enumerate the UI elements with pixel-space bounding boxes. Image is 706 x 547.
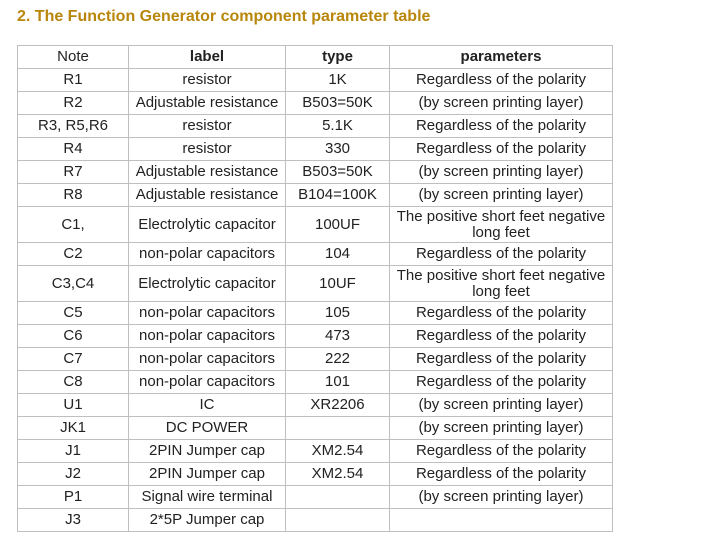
label-cell: resistor (129, 138, 286, 161)
note-cell: J3 (18, 509, 129, 532)
note-cell: R4 (18, 138, 129, 161)
note-cell: P1 (18, 486, 129, 509)
note-cell: R3, R5,R6 (18, 115, 129, 138)
parameters-cell (390, 509, 613, 532)
note-cell: C3,C4 (18, 266, 129, 302)
table-row (18, 417, 613, 440)
type-cell (286, 417, 390, 440)
table-row (18, 69, 613, 92)
parameters-cell: (by screen printing layer) (390, 161, 613, 184)
label-cell: non-polar capacitors (129, 348, 286, 371)
table-row (18, 463, 613, 486)
table-row (18, 266, 613, 302)
type-cell: 101 (286, 371, 390, 394)
parameters-cell: Regardless of the polarity (390, 243, 613, 266)
parameters-cell: Regardless of the polarity (390, 138, 613, 161)
table-row (18, 302, 613, 325)
note-cell: R2 (18, 92, 129, 115)
type-cell: B104=100K (286, 184, 390, 207)
parameters-cell: (by screen printing layer) (390, 417, 613, 440)
table-row (18, 325, 613, 348)
parameters-cell: (by screen printing layer) (390, 184, 613, 207)
parameters-cell: (by screen printing layer) (390, 92, 613, 115)
parameters-cell: Regardless of the polarity (390, 440, 613, 463)
label-cell: Signal wire terminal (129, 486, 286, 509)
table-row (18, 243, 613, 266)
table-row (18, 486, 613, 509)
note-cell: J2 (18, 463, 129, 486)
note-cell: U1 (18, 394, 129, 417)
note-cell: R1 (18, 69, 129, 92)
type-cell: 100UF (286, 207, 390, 243)
type-cell: B503=50K (286, 161, 390, 184)
type-cell: XM2.54 (286, 463, 390, 486)
table-row (18, 509, 613, 532)
label-cell: Adjustable resistance (129, 92, 286, 115)
label-cell: Adjustable resistance (129, 184, 286, 207)
table-body (18, 69, 613, 532)
type-cell: XR2206 (286, 394, 390, 417)
parameters-cell: The positive short feet negative long feet (390, 207, 613, 243)
type-cell: 473 (286, 325, 390, 348)
type-cell: B503=50K (286, 92, 390, 115)
type-cell: 104 (286, 243, 390, 266)
label-cell: Adjustable resistance (129, 161, 286, 184)
parameters-cell: Regardless of the polarity (390, 302, 613, 325)
table-row (18, 92, 613, 115)
parameters-cell: (by screen printing layer) (390, 394, 613, 417)
type-cell (286, 486, 390, 509)
label-cell: resistor (129, 69, 286, 92)
parameters-cell: Regardless of the polarity (390, 463, 613, 486)
note-cell: R8 (18, 184, 129, 207)
label-cell: IC (129, 394, 286, 417)
label-cell: DC POWER (129, 417, 286, 440)
header-parameters: parameters (390, 46, 613, 69)
table-row (18, 371, 613, 394)
label-cell: non-polar capacitors (129, 325, 286, 348)
note-cell: C8 (18, 371, 129, 394)
table-row (18, 115, 613, 138)
table-row (18, 440, 613, 463)
note-cell: C5 (18, 302, 129, 325)
note-cell: C7 (18, 348, 129, 371)
header-type: type (286, 46, 390, 69)
type-cell: 5.1K (286, 115, 390, 138)
table-row (18, 348, 613, 371)
parameters-cell: Regardless of the polarity (390, 69, 613, 92)
label-cell: Electrolytic capacitor (129, 266, 286, 302)
table-row (18, 207, 613, 243)
header-note: Note (18, 46, 129, 69)
label-cell: 2PIN Jumper cap (129, 440, 286, 463)
label-cell: non-polar capacitors (129, 371, 286, 394)
header-label: label (129, 46, 286, 69)
table-row (18, 184, 613, 207)
parameters-cell: Regardless of the polarity (390, 348, 613, 371)
note-cell: JK1 (18, 417, 129, 440)
label-cell: non-polar capacitors (129, 243, 286, 266)
type-cell: 105 (286, 302, 390, 325)
type-cell: 222 (286, 348, 390, 371)
note-cell: R7 (18, 161, 129, 184)
note-cell: C6 (18, 325, 129, 348)
label-cell: 2*5P Jumper cap (129, 509, 286, 532)
table-row (18, 138, 613, 161)
type-cell: 10UF (286, 266, 390, 302)
page-title: 2. The Function Generator component parameter table (17, 8, 431, 25)
parameters-cell: Regardless of the polarity (390, 371, 613, 394)
label-cell: Electrolytic capacitor (129, 207, 286, 243)
type-cell: 1K (286, 69, 390, 92)
parameters-cell: (by screen printing layer) (390, 486, 613, 509)
note-cell: C2 (18, 243, 129, 266)
label-cell: 2PIN Jumper cap (129, 463, 286, 486)
table-header-row (18, 46, 613, 69)
note-cell: C1, (18, 207, 129, 243)
type-cell: XM2.54 (286, 440, 390, 463)
label-cell: non-polar capacitors (129, 302, 286, 325)
parameters-cell: Regardless of the polarity (390, 325, 613, 348)
note-cell: J1 (18, 440, 129, 463)
component-parameter-table (17, 45, 613, 532)
parameters-cell: Regardless of the polarity (390, 115, 613, 138)
table-row (18, 394, 613, 417)
type-cell: 330 (286, 138, 390, 161)
table-row (18, 161, 613, 184)
parameters-cell: The positive short feet negative long feet (390, 266, 613, 302)
type-cell (286, 509, 390, 532)
label-cell: resistor (129, 115, 286, 138)
